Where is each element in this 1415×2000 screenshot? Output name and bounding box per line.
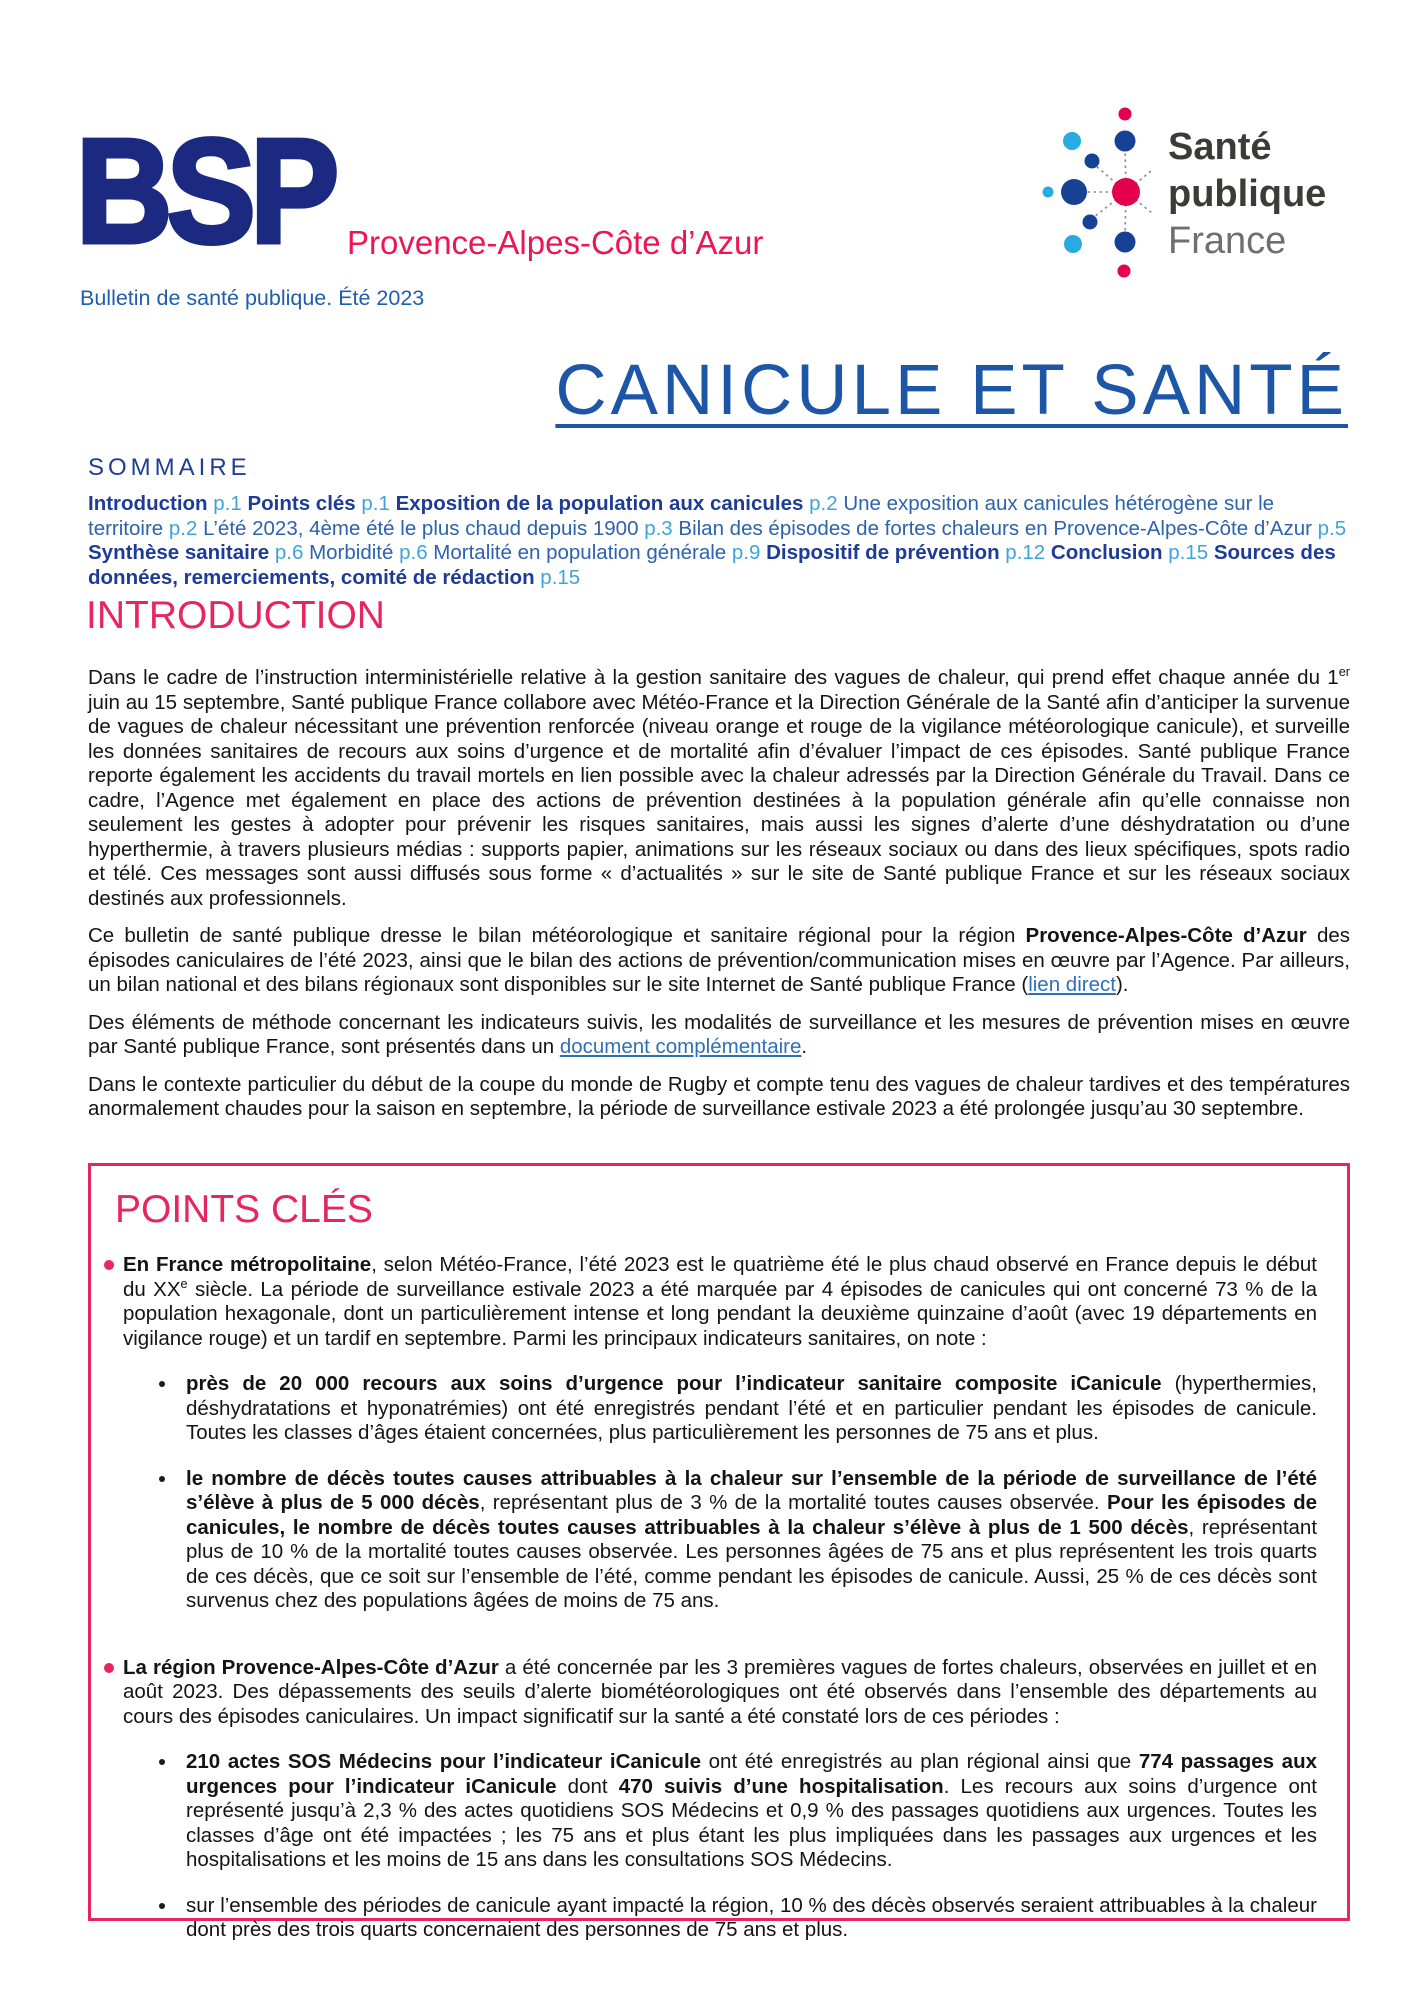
spf-brand-line: Santé	[1168, 126, 1272, 168]
introduction-heading: INTRODUCTION	[86, 594, 385, 637]
bullet-icon	[104, 1663, 114, 1673]
key-point-text: La région Provence-Alpes-Côte d’Azur a été concernée par les 3 premières vagues de fortes chaleurs, observées en juillet et en août 2023. Des dépassements des seuils d’alerte biométéorologiques ont été observés dans l’ensemble des départements au cours des épisodes caniculaires. Un impact significatif sur la santé a été constaté lors de ces périodes :	[123, 1655, 1317, 1728]
intro-paragraph: Ce bulletin de santé publique dresse le bilan météorologique et sanitaire régional pour la région Provence-Alpes-Côte d’Azur des épisodes caniculaires de l’été 2023, ainsi que le bilan des actions de prévention/communication mises en œuvre par l’Agence. Par ailleurs, un bilan national et des bilans régionaux sont disponibles sur le site Internet de Santé publique France (lien direct).	[88, 924, 1351, 996]
sommaire-toc	[88, 492, 1350, 590]
toc-page-ref: p.5	[1317, 516, 1347, 540]
key-point-text: le nombre de décès toutes causes attribuables à la chaleur sur l’ensemble de la période de surveillance de l’été s’élève à plus de 5 000 décès, représentant plus de 3 % de la mortalité toutes causes observée. Pour les épisodes de canicules, le nombre de décès toutes causes attribuables à la chaleur s’élève à plus de 1 500 décès, représentant plus de 10 % de la mortalité toutes causes observée. Les personnes âgées de 75 ans et plus représentent les trois quarts de ces décès, que ce soit sur l’ensemble de l’été, comme pendant les épisodes de canicule. Aussi, 25 % de ces décès sont survenus chez des populations âgées de moins de 75 ans.	[186, 1466, 1318, 1612]
toc-page-ref: p.2	[809, 492, 844, 515]
toc-page-ref: p.15	[540, 565, 581, 589]
inline-link[interactable]: document complémentaire	[559, 1035, 802, 1058]
bullet-icon	[159, 1381, 165, 1387]
key-point-main	[103, 1656, 1317, 1730]
toc-page-ref: p.3	[644, 516, 679, 540]
points-cles-heading: POINTS CLÉS	[115, 1188, 373, 1231]
intro-paragraph: Des éléments de méthode concernant les indicateurs suivis, les modalités de surveillance et les mesures de prévention mises en œuvre par Santé publique France, sont présentés dans un document complémentaire.	[88, 1010, 1350, 1058]
intro-paragraph: Dans le contexte particulier du début de la coupe du monde de Rugby et compte tenu des vagues de chaleur tardives et des températures anormalement chaudes pour la saison en septembre, la période de surveillance estivale 2023 a été prolongée jusqu’au 30 septembre.	[88, 1072, 1350, 1120]
toc-page-ref: p.6	[399, 541, 434, 565]
key-point-text: 210 actes SOS Médecins pour l’indicateur iCanicule ont été enregistrés au plan régional ainsi que 774 passages aux urgences pour l’indicateur iCanicule dont 470 suivis d’une hospitalisation. Les recours aux soins d’urgence ont représenté jusqu’à 2,3 % des actes quotidiens SOS Médecins et 0,9 % des passages quotidiens aux urgences. Toutes les classes d’âge ont été impactées ; les 75 ans et plus étant les plus impliquées dans les passages aux urgences et les hospitalisations et les moins de 15 ans dans les consultations SOS Médecins.	[186, 1750, 1318, 1871]
toc-entry: Points clés	[247, 492, 362, 515]
toc-entry: Synthèse sanitaire	[88, 541, 275, 565]
key-point-main	[103, 1253, 1317, 1351]
key-point-sub	[103, 1894, 1317, 1943]
bsp-logo: BSP	[76, 109, 334, 274]
bullet-icon	[104, 1260, 114, 1270]
toc-page-ref: p.1	[361, 492, 396, 515]
spf-logo-text	[1168, 124, 1326, 290]
toc-entry: Conclusion	[1050, 541, 1169, 565]
toc-entry: Introduction	[88, 492, 214, 515]
key-point-sub	[103, 1467, 1317, 1614]
spf-brand-line: publique	[1168, 173, 1327, 215]
key-point-text: près de 20 000 recours aux soins d’urgence pour l’indicateur sanitaire composite iCanicule (hyperthermies, déshydratations et hyponatrémies) ont été enregistrés pendant l’été et en particulier pendant les épisodes de canicule. Toutes les classes d’âges étaient concernées, plus particulièrement les personnes de 75 ans et plus.	[186, 1372, 1318, 1444]
region-title: Provence-Alpes-Côte d’Azur	[347, 224, 764, 261]
toc-entry: Mortalité en population générale	[433, 541, 732, 565]
inline-link[interactable]: lien direct	[1028, 973, 1116, 996]
toc-page-ref: p.6	[274, 541, 310, 565]
key-point-text: sur l’ensemble des périodes de canicule ayant impacté la région, 10 % des décès observés seraient attribuables à la chaleur dont près des trois quarts concernaient des personnes de 75 ans et plus.	[186, 1893, 1317, 1941]
spf-logo-dots-icon	[1036, 84, 1158, 290]
bullet-icon	[159, 1903, 165, 1909]
bullet-icon	[159, 1759, 165, 1765]
key-point-sub	[103, 1750, 1317, 1873]
spf-brand-line: France	[1168, 220, 1287, 262]
toc-page-ref: p.1	[213, 492, 248, 515]
toc-page-ref: p.9	[731, 541, 767, 565]
key-point-text: En France métropolitaine, selon Météo-France, l’été 2023 est le quatrième été le plus chaud observé en France depuis le début du XXe siècle. La période de surveillance estivale 2023 a été marquée par 4 épisodes de canicules qui ont concerné 73 % de la population hexagonale, dont un particulièrement intense et long pendant la deuxième quinzaine d’août (avec 19 départements en vigilance rouge) et un tardif en septembre. Parmi les principaux indicateurs sanitaires, on note :	[123, 1253, 1317, 1350]
toc-entry: Morbidité	[309, 541, 400, 565]
bulletin-subtitle: Bulletin de santé publique. Été 2023	[80, 286, 425, 310]
introduction-body	[88, 666, 1350, 1135]
points-cles-box	[88, 1163, 1350, 1941]
spf-logo	[1036, 84, 1326, 290]
toc-page-ref: p.15	[1168, 541, 1214, 565]
toc-entry: Exposition de la population aux canicules	[395, 492, 810, 515]
intro-paragraph: Dans le cadre de l’instruction interministérielle relative à la gestion sanitaire des vagues de chaleur, qui prend effet chaque année du 1er juin au 15 septembre, Santé publique France collabore avec Météo-France et la Direction Générale de la Santé afin d’anticiper la survenue de vagues de chaleur nécessitant une prévention renforcée (niveau orange et rouge de la vigilance météorologique canicule), et surveille les données sanitaires de recours aux soins d’urgence et de mortalité afin d’évaluer l’impact de ces épisodes. Santé publique France reporte également les accidents du travail mortels en lien possible avec la chaleur adressés par la Direction Générale du Travail. Dans ce cadre, l’Agence met également en place des actions de prévention destinées à la population générale afin qu’elle connaisse non seulement les gestes à adopter pour prévenir les risques sanitaires, mais aussi les signes d’alerte d’une déshydratation ou d’une hyperthermie, à travers plusieurs médias : supports papier, animations sur les réseaux sociaux ou dans des lieux spécifiques, spots radio et télé. Ces messages sont aussi diffusés sous forme « d’actualités » sur le site de Santé publique France et sur les réseaux sociaux destinés aux professionnels.	[88, 664, 1350, 910]
toc-entry: Bilan des épisodes de fortes chaleurs en Provence-Alpes-Côte d’Azur	[678, 516, 1318, 540]
key-point-sub	[103, 1372, 1317, 1446]
toc-page-ref: p.12	[1005, 541, 1051, 565]
toc-entry: Une exposition aux canicules hétérogène sur le territoire	[88, 492, 1275, 540]
toc-entry: Dispositif de prévention	[766, 541, 1006, 565]
page-title: CANICULE ET SANTÉ	[555, 351, 1348, 430]
toc-page-ref: p.2	[168, 516, 204, 540]
toc-entry: Sources des données, remerciements, comité de rédaction	[88, 541, 1336, 589]
bullet-icon	[159, 1476, 165, 1482]
sommaire-heading: SOMMAIRE	[88, 454, 251, 481]
toc-entry: L’été 2023, 4ème été le plus chaud depuis 1900	[203, 516, 645, 540]
